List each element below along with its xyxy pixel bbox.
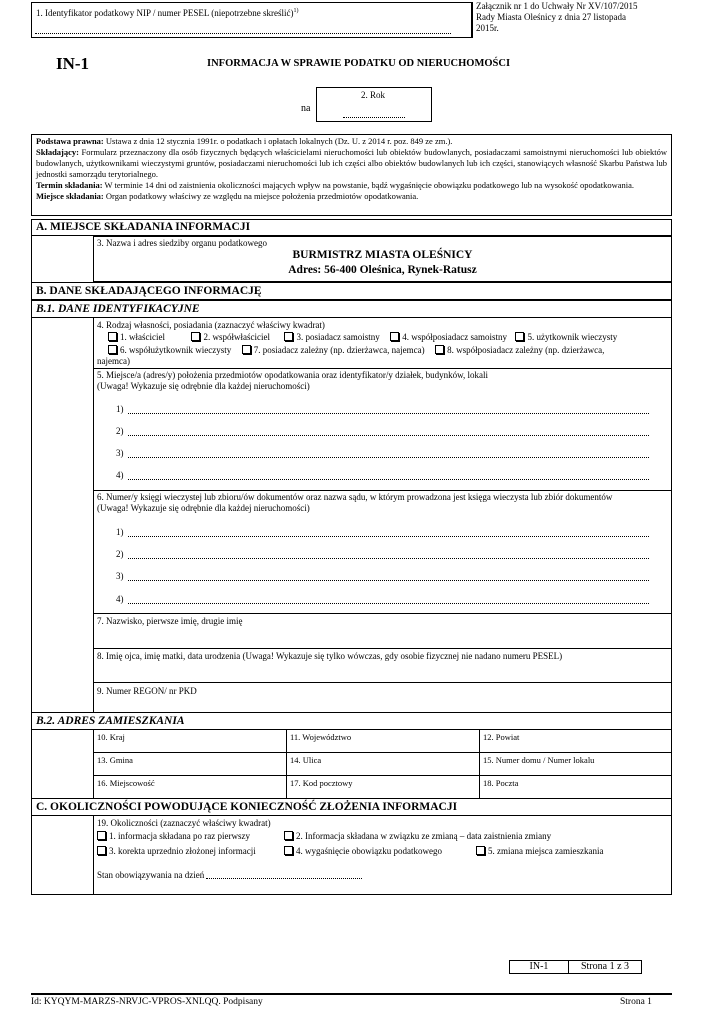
skladajacy-label: Składający: [36, 147, 79, 157]
line-number: 4) [116, 594, 124, 604]
ownership-type-field [94, 318, 671, 369]
page-title: INFORMACJA W SPRAWIE PODATKU OD NIERUCHOMOŚCI [207, 58, 511, 69]
circumstance-option-4[interactable] [284, 846, 442, 857]
checkbox-icon [435, 345, 444, 354]
commune-field[interactable]: 13. Gmina [97, 755, 133, 765]
regon-field[interactable] [94, 682, 671, 712]
ownership-option[interactable] [515, 332, 617, 342]
option-label: 6. współużytkownik wieczysty [120, 345, 232, 355]
option-label: 4. współposiadacz samoistny [402, 332, 507, 342]
checkbox-icon [284, 846, 293, 855]
line-number: 1) [116, 404, 124, 414]
termin-label: Termin składania: [36, 180, 103, 190]
field3-label: 3. Nazwa i adres siedziby organu podatkowego [97, 238, 268, 248]
line-number: 2) [116, 549, 124, 559]
footer-code-box [509, 960, 642, 974]
field6-note: (Uwaga! Wykazuje się odrębnie dla każdej nieruchomości) [97, 503, 310, 513]
field9-label: 9. Numer REGON/ nr PKD [97, 686, 197, 696]
line-number: 3) [116, 448, 124, 458]
county-field[interactable]: 12. Powiat [483, 732, 520, 742]
line-number: 4) [116, 470, 124, 480]
nip-field[interactable] [31, 2, 472, 38]
skladajacy-text: Formularz przeznaczony dla osób fizycznych będących właścicielami nieruchomości lub obiektów budowlanych, posiadaczami samoistnymi nieruchomości lub obiektów budowlanych, użytkownikami wieczystymi gruntów, posiadaczami nieruchomości lub ich części albo obiektów budowlanych lub ich części, stanowiących własność Skarbu Państwa lub jednostki samorządu terytorialnego. [36, 147, 667, 179]
section-b-header: B. DANE SKŁADAJĄCEGO INFORMACJĘ [31, 282, 672, 300]
checkbox-icon [284, 831, 293, 840]
section-b1-header: B.1. DANE IDENTYFIKACYJNE [31, 300, 672, 318]
full-name-field[interactable] [94, 613, 671, 649]
ownership-option[interactable] [108, 345, 231, 355]
option-label: 8. współposiadacz zależny (np. dzierżawca, [447, 345, 605, 355]
checkbox-icon [108, 345, 117, 354]
organ-name: BURMISTRZ MIASTA OLEŚNICY [292, 249, 473, 261]
option-label: 1. właściciel [120, 332, 165, 342]
attachment-note [476, 1, 721, 34]
section-a-header: A. MIEJSCE SKŁADANIA INFORMACJI [31, 219, 672, 236]
document-id: Id: KYQYM-MARZS-NRVJC-VPROS-XNLQQ. Podpisany [31, 997, 263, 1007]
checkbox-icon [284, 332, 293, 341]
attachment-line: Rady Miasta Oleśnicy z dnia 27 listopada [476, 12, 626, 22]
checkbox-icon [97, 831, 106, 840]
organ-field [93, 236, 672, 282]
field7-label: 7. Nazwisko, pierwsze imię, drugie imię [97, 616, 243, 626]
option-label-continued: najemca) [97, 356, 130, 366]
checkbox-icon [242, 345, 251, 354]
country-field[interactable]: 10. Kraj [97, 732, 125, 742]
year-field[interactable] [316, 87, 432, 122]
ownership-option[interactable] [435, 345, 604, 355]
attachment-line: 2015r. [476, 23, 499, 33]
land-register-field[interactable] [94, 490, 671, 614]
city-field[interactable]: 16. Miejscowość [97, 778, 155, 788]
section-b2-header: B.2. ADRES ZAMIESZKANIA [31, 712, 672, 730]
legal-basis [31, 134, 672, 216]
podstawa-text: Ustawa z dnia 12 stycznia 1991r. o podatkach i opłatach lokalnych (Dz. U. z 2014 r. poz. 849 ze zm.). [103, 136, 453, 146]
circumstance-option-3[interactable] [97, 846, 256, 857]
termin-text: W terminie 14 dni od zaistnienia okoliczności mających wpływ na powstanie, bądź wygaśnięcie obowiązku podatkowego lub na wysokość opodatkowania. [102, 180, 635, 190]
footer-form-code: IN-1 [529, 961, 549, 972]
option-label: 3. korekta uprzednio złożonej informacji [109, 846, 256, 856]
checkbox-icon [515, 332, 524, 341]
validity-date-field[interactable] [206, 878, 362, 879]
circumstance-option-1[interactable] [97, 831, 250, 842]
line-number: 1) [116, 527, 124, 537]
ownership-option[interactable] [390, 332, 507, 342]
checkbox-icon [476, 846, 485, 855]
ownership-option[interactable] [191, 332, 270, 342]
postal-code-field[interactable]: 17. Kod pocztowy [290, 778, 353, 788]
field5-label: 5. Miejsce/a (adres/y) położenia przedmiotów opodatkowania oraz identyfikator/y działek, budynków, lokali [97, 370, 489, 380]
voivodeship-field[interactable]: 11. Województwo [290, 732, 352, 742]
street-field[interactable]: 14. Ulica [290, 755, 322, 765]
ownership-option[interactable] [108, 332, 165, 342]
post-office-field[interactable]: 18. Poczta [483, 778, 519, 788]
miejsce-text: Organ podatkowy właściwy ze względu na miejsce położenia przedmiotów opodatkowania. [103, 191, 419, 201]
field8-label: 8. Imię ojca, imię matki, data urodzenia (Uwaga! Wykazuje się tylko wówczas, gdy osobie fizycznej nie nadano numeru PESEL) [97, 651, 563, 661]
line-number: 2) [116, 426, 124, 436]
house-number-field[interactable]: 15. Numer domu / Numer lokalu [483, 755, 595, 765]
podstawa-label: Podstawa prawna: [36, 136, 104, 146]
miejsce-label: Miejsce składania: [36, 191, 104, 201]
nip-footnote: 1) [293, 8, 299, 14]
form-code: IN-1 [56, 54, 90, 73]
na-label: na [301, 103, 311, 114]
section-c-header: C. OKOLICZNOŚCI POWODUJĄCE KONIECZNOŚĆ ZŁOŻENIA INFORMACJI [31, 798, 672, 816]
property-location-field[interactable] [94, 368, 671, 491]
organ-address: Adres: 56-400 Oleśnica, Rynek-Ratusz [288, 264, 477, 276]
option-label: 5. zmiana miejsca zamieszkania [488, 846, 604, 856]
ownership-option[interactable] [284, 332, 379, 342]
line-number: 3) [116, 571, 124, 581]
checkbox-icon [97, 846, 106, 855]
field5-note: (Uwaga! Wykazuje się odrębnie dla każdej nieruchomości) [97, 381, 310, 391]
footer-page-box: Strona 1 z 3 [580, 961, 630, 972]
option-label: 5. użytkownik wieczysty [527, 332, 618, 342]
validity-date-label: Stan obowiązywania na dzień [97, 870, 205, 880]
field19-label: 19. Okoliczności (zaznaczyć właściwy kwadrat) [97, 818, 271, 828]
option-label: 4. wygaśnięcie obowiązku podatkowego [296, 846, 442, 856]
field4-label: 4. Rodzaj własności, posiadania (zaznaczyć właściwy kwadrat) [97, 320, 325, 330]
page-number: Strona 1 [620, 997, 652, 1007]
nip-label: 1. Identyfikator podatkowy NIP / numer PESEL (niepotrzebne skreślić) [36, 8, 294, 18]
circumstance-option-2[interactable] [284, 831, 551, 842]
attachment-line: Załącznik nr 1 do Uchwały Nr XV/107/2015 [476, 1, 638, 11]
field6-label: 6. Numer/y księgi wieczystej lub zbioru/ów dokumentów oraz nazwa sądu, w którym prowadzona jest księga wieczysta lub zbiór dokumentów [97, 492, 613, 502]
checkbox-icon [390, 332, 399, 341]
option-label: 2. Informacja składana w związku ze zmianą – data zaistnienia zmiany [296, 831, 552, 841]
checkbox-icon [191, 332, 200, 341]
option-label: 1. informacja składana po raz pierwszy [109, 831, 250, 841]
option-label: 3. posiadacz samoistny [296, 332, 380, 342]
checkbox-icon [108, 332, 117, 341]
option-label: 7. posiadacz zależny (np. dzierżawca, najemca) [253, 345, 425, 355]
parents-birthdate-field[interactable] [94, 648, 671, 683]
ownership-option[interactable] [242, 345, 425, 355]
option-label: 2. współwłaściciel [203, 332, 270, 342]
year-label: 2. Rok [361, 90, 386, 100]
circumstance-option-5[interactable] [476, 846, 603, 857]
